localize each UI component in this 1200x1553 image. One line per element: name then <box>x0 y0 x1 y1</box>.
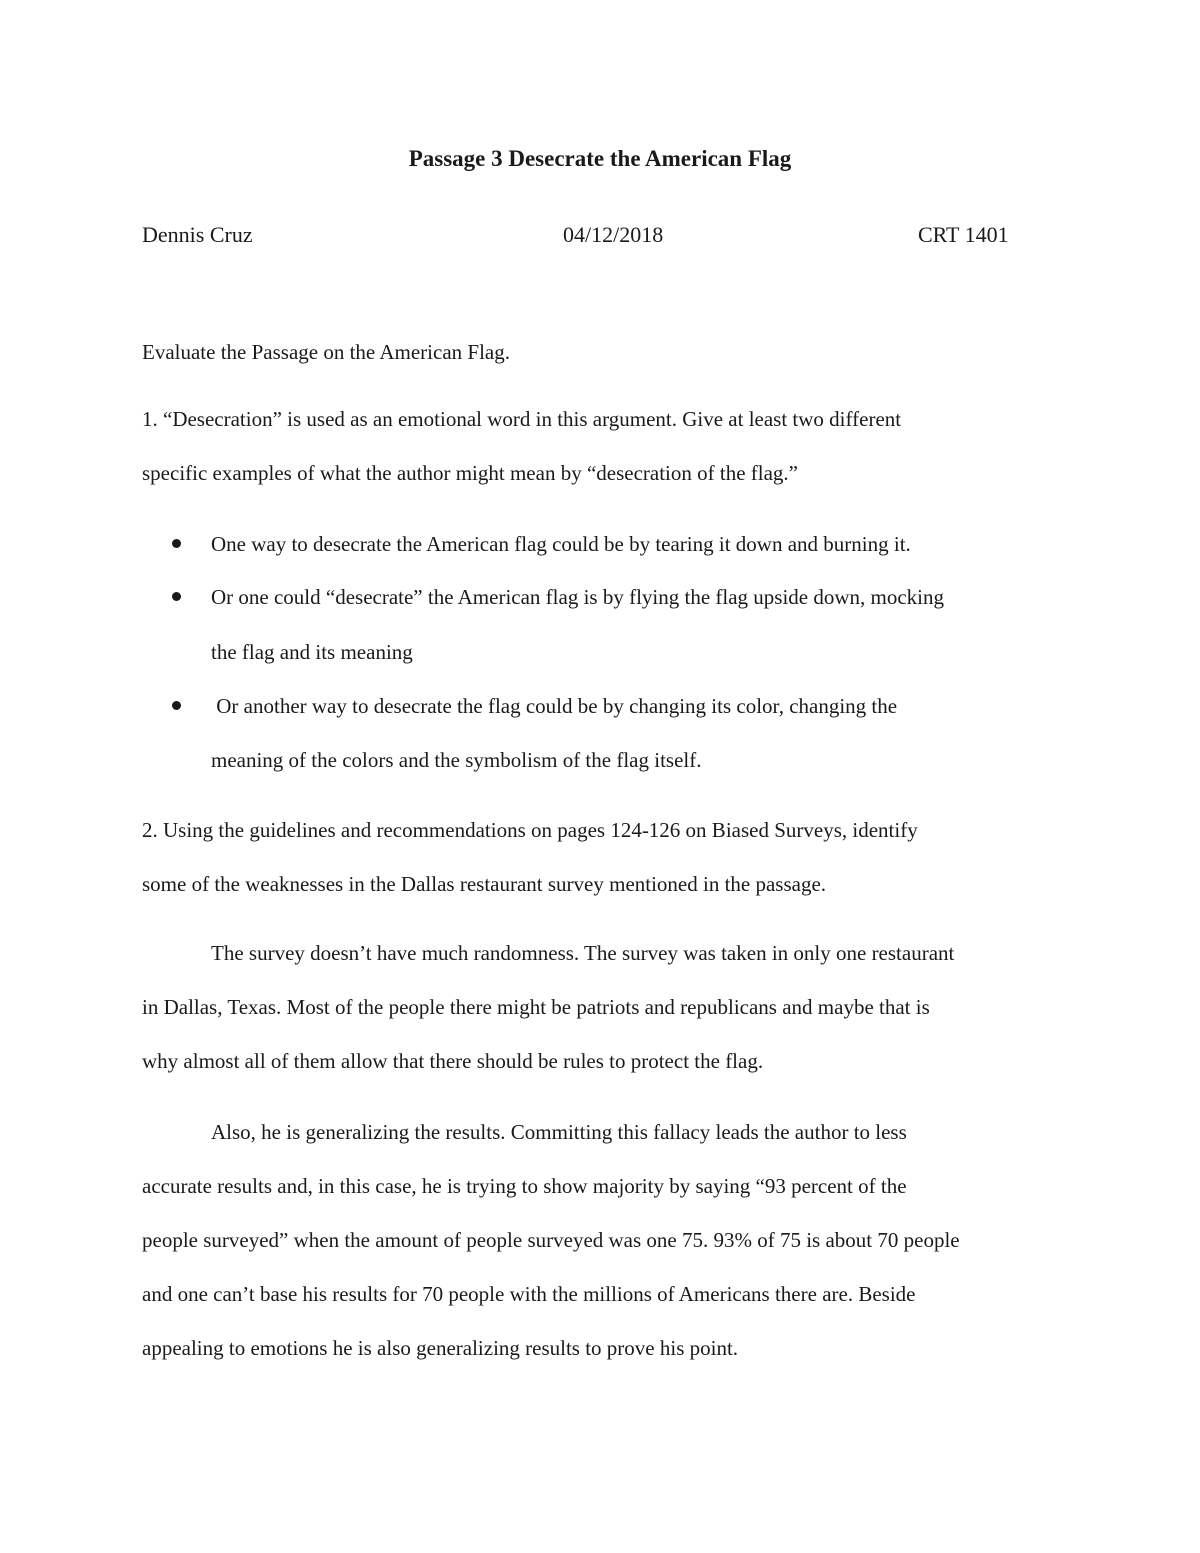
document-header <box>142 219 1022 251</box>
question-1-line-1: 1. “Desecration” is used as an emotional word in this argument. Give at least two different <box>142 407 902 431</box>
question-1-line-2: specific examples of what the author might mean by “desecration of the flag.” <box>142 461 799 485</box>
intro-line: Evaluate the Passage on the American Flag. <box>142 340 510 364</box>
paragraph-line: accurate results and, in this case, he is trying to show majority by saying “93 percent of the <box>142 1174 907 1198</box>
author-name: Dennis Cruz <box>142 222 253 247</box>
bullet-dot <box>172 539 181 548</box>
document-date: 04/12/2018 <box>563 222 664 247</box>
bullet-text-line: Or one could “desecrate” the American flag is by flying the flag upside down, mocking <box>211 585 945 609</box>
bullet-dot <box>172 592 181 601</box>
bullet-text-line: Or another way to desecrate the flag could be by changing its color, changing the <box>211 694 898 718</box>
paragraph-line: appealing to emotions he is also generalizing results to prove his point. <box>142 1336 739 1360</box>
paragraph-line: and one can’t base his results for 70 people with the millions of Americans there are. Beside <box>142 1282 916 1306</box>
question-2-line-1: 2. Using the guidelines and recommendations on pages 124-126 on Biased Surveys, identify <box>142 818 918 842</box>
paragraph-line: Also, he is generalizing the results. Committing this fallacy leads the author to less <box>211 1120 907 1144</box>
bullet-dot <box>172 701 181 710</box>
bullet-text-line: meaning of the colors and the symbolism of the flag itself. <box>211 748 702 772</box>
bullet-text-line: One way to desecrate the American flag could be by tearing it down and burning it. <box>211 532 911 556</box>
document-title: Passage 3 Desecrate the American Flag <box>408 146 792 171</box>
course-code: CRT 1401 <box>918 222 1009 247</box>
question-2-line-2: some of the weaknesses in the Dallas restaurant survey mentioned in the passage. <box>142 872 827 896</box>
paragraph-line: in Dallas, Texas. Most of the people there might be patriots and republicans and maybe that is <box>142 995 930 1019</box>
paragraph-line: people surveyed” when the amount of people surveyed was one 75. 93% of 75 is about 70 people <box>142 1228 960 1252</box>
paragraph-line: why almost all of them allow that there should be rules to protect the flag. <box>142 1049 764 1073</box>
bullet-text-line: the flag and its meaning <box>211 640 413 664</box>
paragraph-line: The survey doesn’t have much randomness. The survey was taken in only one restaurant <box>211 941 955 965</box>
